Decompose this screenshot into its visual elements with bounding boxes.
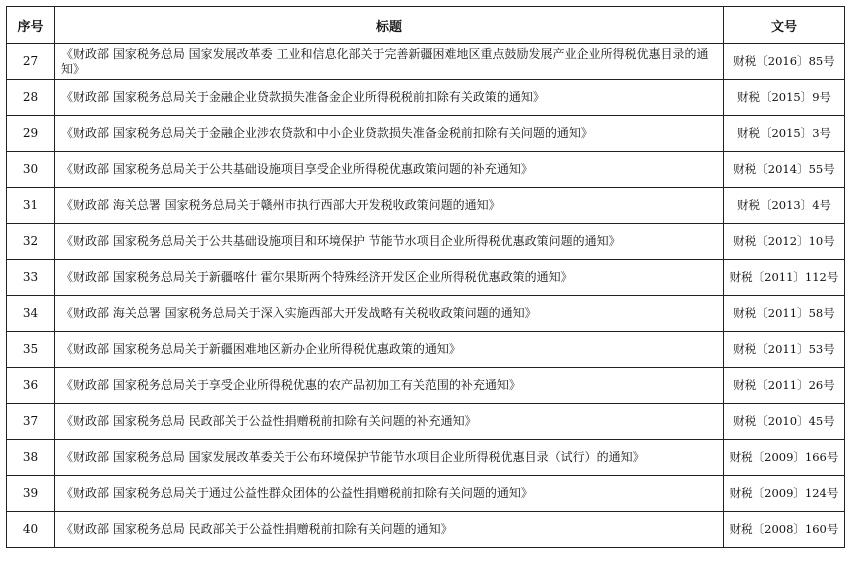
cell-title: 《财政部 海关总署 国家税务总局关于赣州市执行西部大开发税收政策问题的通知》 xyxy=(55,188,724,224)
table-body xyxy=(7,44,845,548)
table-row xyxy=(7,404,845,440)
cell-title: 《财政部 国家税务总局 民政部关于公益性捐赠税前扣除有关问题的补充通知》 xyxy=(55,404,724,440)
cell-serial-no: 35 xyxy=(7,332,55,368)
cell-title: 《财政部 国家税务总局 民政部关于公益性捐赠税前扣除有关问题的通知》 xyxy=(55,512,724,548)
cell-serial-no: 36 xyxy=(7,368,55,404)
cell-doc-number: 财税〔2015〕3号 xyxy=(724,116,845,152)
cell-serial-no: 29 xyxy=(7,116,55,152)
cell-serial-no: 33 xyxy=(7,260,55,296)
cell-serial-no: 37 xyxy=(7,404,55,440)
cell-doc-number: 财税〔2015〕9号 xyxy=(724,80,845,116)
table-row xyxy=(7,368,845,404)
cell-doc-number: 财税〔2011〕112号 xyxy=(724,260,845,296)
cell-serial-no: 40 xyxy=(7,512,55,548)
cell-title: 《财政部 国家税务总局关于享受企业所得税优惠的农产品初加工有关范围的补充通知》 xyxy=(55,368,724,404)
cell-title: 《财政部 国家税务总局关于金融企业贷款损失准备金企业所得税税前扣除有关政策的通知》 xyxy=(55,80,724,116)
cell-title: 《财政部 国家税务总局关于新疆喀什 霍尔果斯两个特殊经济开发区企业所得税优惠政策的通知》 xyxy=(55,260,724,296)
table-row xyxy=(7,440,845,476)
cell-doc-number: 财税〔2014〕55号 xyxy=(724,152,845,188)
table-row xyxy=(7,188,845,224)
table-row xyxy=(7,152,845,188)
header-title: 标题 xyxy=(55,7,724,44)
cell-doc-number: 财税〔2009〕166号 xyxy=(724,440,845,476)
cell-serial-no: 34 xyxy=(7,296,55,332)
cell-title: 《财政部 国家税务总局关于公共基础设施项目和环境保护 节能节水项目企业所得税优惠政策问题的通知》 xyxy=(55,224,724,260)
cell-doc-number: 财税〔2012〕10号 xyxy=(724,224,845,260)
cell-doc-number: 财税〔2011〕58号 xyxy=(724,296,845,332)
header-serial-no: 序号 xyxy=(7,7,55,44)
cell-title: 《财政部 国家税务总局关于金融企业涉农贷款和中小企业贷款损失准备金税前扣除有关问题的通知》 xyxy=(55,116,724,152)
cell-doc-number: 财税〔2016〕85号 xyxy=(724,44,845,80)
cell-title: 《财政部 国家税务总局关于新疆困难地区新办企业所得税优惠政策的通知》 xyxy=(55,332,724,368)
cell-title: 《财政部 国家税务总局 国家发展改革委关于公布环境保护节能节水项目企业所得税优惠目录（试行）的通知》 xyxy=(55,440,724,476)
cell-doc-number: 财税〔2008〕160号 xyxy=(724,512,845,548)
cell-serial-no: 38 xyxy=(7,440,55,476)
cell-doc-number: 财税〔2013〕4号 xyxy=(724,188,845,224)
table-row xyxy=(7,332,845,368)
table-row xyxy=(7,476,845,512)
table-row xyxy=(7,512,845,548)
cell-title: 《财政部 国家税务总局关于通过公益性群众团体的公益性捐赠税前扣除有关问题的通知》 xyxy=(55,476,724,512)
table-row xyxy=(7,44,845,80)
cell-serial-no: 39 xyxy=(7,476,55,512)
header-doc-number: 文号 xyxy=(724,7,845,44)
cell-title: 《财政部 国家税务总局关于公共基础设施项目享受企业所得税优惠政策问题的补充通知》 xyxy=(55,152,724,188)
table-row xyxy=(7,296,845,332)
cell-doc-number: 财税〔2011〕53号 xyxy=(724,332,845,368)
table-row xyxy=(7,80,845,116)
cell-title: 《财政部 国家税务总局 国家发展改革委 工业和信息化部关于完善新疆困难地区重点鼓励发展产业企业所得税优惠目录的通知》 xyxy=(55,44,724,80)
cell-serial-no: 32 xyxy=(7,224,55,260)
header-row xyxy=(7,7,845,44)
cell-serial-no: 30 xyxy=(7,152,55,188)
cell-serial-no: 28 xyxy=(7,80,55,116)
cell-serial-no: 31 xyxy=(7,188,55,224)
cell-doc-number: 财税〔2011〕26号 xyxy=(724,368,845,404)
cell-doc-number: 财税〔2010〕45号 xyxy=(724,404,845,440)
table-header xyxy=(7,7,845,44)
table-row xyxy=(7,260,845,296)
table-row xyxy=(7,224,845,260)
table-row xyxy=(7,116,845,152)
cell-serial-no: 27 xyxy=(7,44,55,80)
cell-doc-number: 财税〔2009〕124号 xyxy=(724,476,845,512)
policy-table xyxy=(6,6,845,548)
cell-title: 《财政部 海关总署 国家税务总局关于深入实施西部大开发战略有关税收政策问题的通知》 xyxy=(55,296,724,332)
